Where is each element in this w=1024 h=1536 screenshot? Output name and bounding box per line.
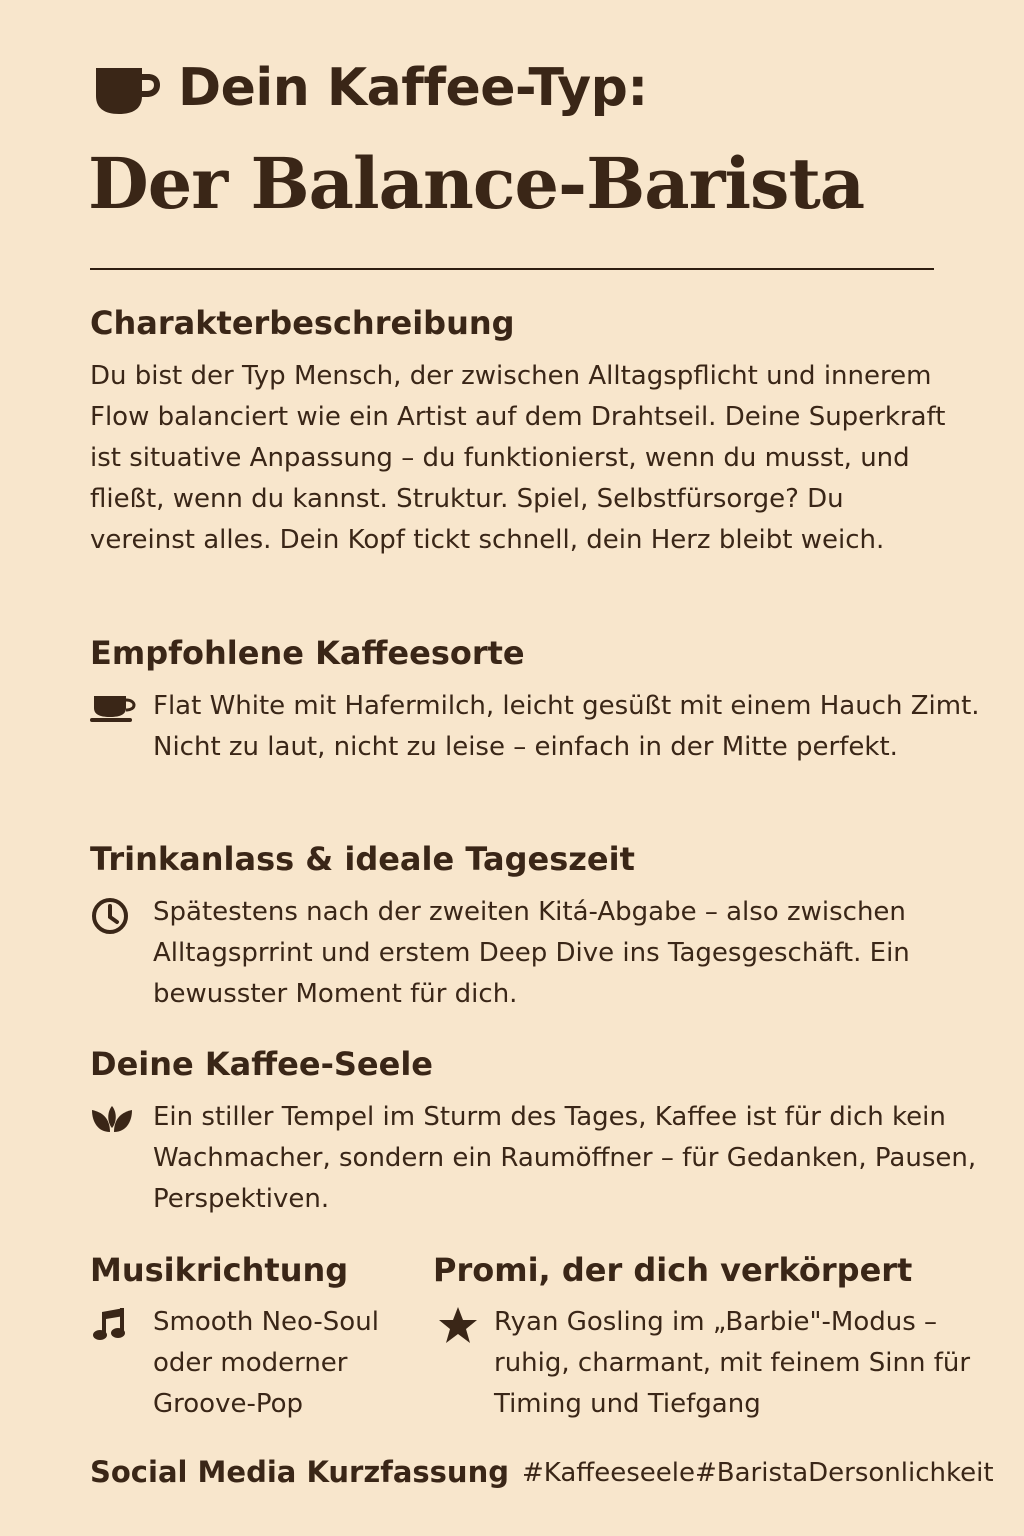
soul-text: Ein stiller Tempel im Sturm des Tages, Kaffee ist für dich kein Wachmacher, sondern ein Raumöffner – für Gedanken, Pausen, Perspektiven. xyxy=(153,1102,977,1214)
star-icon xyxy=(438,1306,478,1344)
music-note-icon xyxy=(92,1306,128,1342)
celebrity-text: Ryan Gosling im „Barbie"-Modus – ruhig, charmant, mit feinem Sinn für Timing und Tiefgang xyxy=(494,1307,971,1419)
clock-icon xyxy=(90,896,130,936)
divider xyxy=(90,268,934,270)
music-heading: Musikrichtung xyxy=(90,1251,349,1289)
leaves-icon xyxy=(90,1104,134,1134)
soul-heading: Deine Kaffee-Seele xyxy=(90,1045,433,1083)
celebrity-heading: Promi, der dich verkörpert xyxy=(433,1251,913,1289)
social-summary-label: Social Media Kurzfassung xyxy=(90,1455,509,1489)
occasion-heading: Trinkanlass & ideale Tageszeit xyxy=(90,840,635,878)
title-line-1 xyxy=(92,58,648,118)
coffee-text: Flat White mit Hafermilch, leicht gesüßt mit einem Hauch Zimt. Nicht zu laut, nicht zu leise – einfach in der Mitte perfekt. xyxy=(153,691,980,762)
hashtag[interactable]: #Kaffeeseele xyxy=(522,1458,695,1488)
character-text: Du bist der Typ Mensch, der zwischen Alltagspflicht und innerem Flow balanciert wie ein Artist auf dem Drahtseil. Deine Superkraft ist situative Anpassung – du funktionierst, wenn du musst, und fließt, wenn du kannst. Struktur. Spiel, Selbstfürsorge? Du vereinst alles. Dein Kopf tickt schnell, dein Herz bleibt weich. xyxy=(90,361,946,555)
page-title: Der Balance-Barista xyxy=(88,142,865,225)
character-heading: Charakterbeschreibung xyxy=(90,304,515,342)
title-text: Dein Kaffee-Typ: xyxy=(178,58,648,118)
music-text: Smooth Neo-Soul oder moderner Groove-Pop xyxy=(153,1307,379,1419)
coffee-saucer-icon xyxy=(90,694,136,724)
hashtag[interactable]: #BaristaDersonlichkeit xyxy=(695,1458,994,1488)
coffee-cup-icon xyxy=(92,58,162,118)
coffee-heading: Empfohlene Kaffeesorte xyxy=(90,634,525,672)
occasion-text: Spätestens nach der zweiten Kitá-Abgabe – also zwischen Alltagsprrint und erstem Deep Dive ins Tagesgeschäft. Ein bewusster Moment für dich. xyxy=(153,897,910,1009)
